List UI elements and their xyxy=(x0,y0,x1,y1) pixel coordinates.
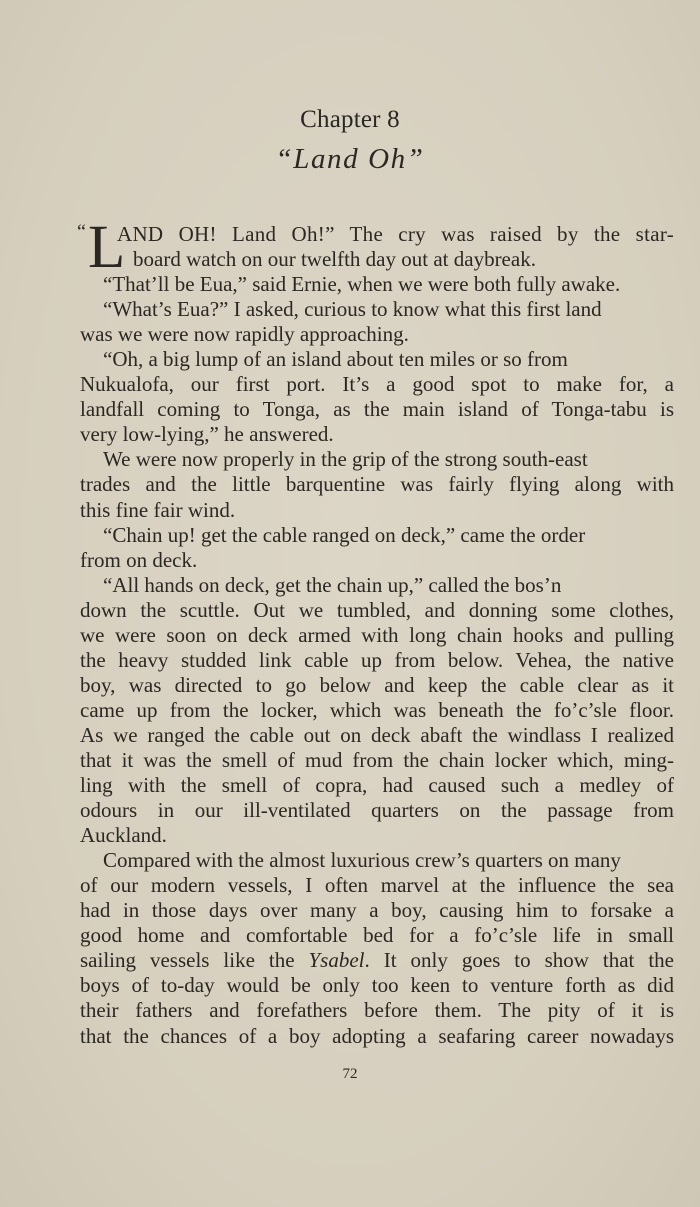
chapter-number: Chapter 8 xyxy=(300,106,400,133)
chapter-title: “Land Oh” xyxy=(275,143,425,175)
text-line: trades and the little barquentine was fairly flying along with xyxy=(80,472,674,497)
text-line: boy, was directed to go below and keep the cable clear as it xyxy=(80,672,674,697)
opening-line-text: AND OH! Land Oh!” The cry was raised by the star- xyxy=(117,222,674,246)
text-line: Nukualofa, our first port. It’s a good spot to make for, a xyxy=(80,372,674,397)
text-line: from on deck. xyxy=(80,547,198,572)
text-line: that the chances of a boy adopting a seafaring career nowadays xyxy=(80,1023,674,1048)
body-text xyxy=(77,214,674,1049)
text-line: We were now properly in the grip of the strong south-east xyxy=(103,447,588,472)
text-line: “What’s Eua?” I asked, curious to know what this first land xyxy=(103,297,602,322)
text-line: sailing vessels like the Ysabel. It only goes to show that the xyxy=(80,948,674,973)
text-line: this fine fair wind. xyxy=(80,497,236,522)
drop-cap: L xyxy=(88,214,126,281)
page-number: 72 xyxy=(342,1066,358,1082)
text-line: very low-lying,” he answered. xyxy=(80,422,334,447)
text-line: landfall coming to Tonga, as the main island of Tonga-tabu is xyxy=(80,397,674,422)
text-line: the heavy studded link cable up from below. Vehea, the native xyxy=(80,647,674,672)
ship-name: Ysabel xyxy=(308,948,365,973)
text-line: “That’ll be Eua,” said Ernie, when we were both fully awake. xyxy=(103,272,621,297)
text-line: had in those days over many a boy, causing him to forsake a xyxy=(80,898,674,923)
text-line: Compared with the almost luxurious crew’s quarters on many xyxy=(103,848,621,873)
opening-quote-mark: “ xyxy=(77,221,86,243)
text-line: their fathers and forefathers before them. The pity of it is xyxy=(80,998,674,1023)
text-lines xyxy=(80,247,674,1049)
text-line: As we ranged the cable out on deck abaft the windlass I realized xyxy=(80,722,674,747)
text-line: board watch on our twelfth day out at daybreak. xyxy=(133,247,536,272)
text-line: down the scuttle. Out we tumbled, and donning some clothes, xyxy=(80,597,674,622)
text-line: boys of to-day would be only too keen to venture forth as did xyxy=(80,973,674,998)
text-line: odours in our ill-ventilated quarters on the passage from xyxy=(80,798,674,823)
text-line: we were soon on deck armed with long chain hooks and pulling xyxy=(80,622,674,647)
text-line: that it was the smell of mud from the chain locker which, ming- xyxy=(80,747,674,772)
text-line: good home and comfortable bed for a fo’c’sle life in small xyxy=(80,923,674,948)
text-line: came up from the locker, which was beneath the fo’c’sle floor. xyxy=(80,697,674,722)
text-line: of our modern vessels, I often marvel at the influence the sea xyxy=(80,873,674,898)
text-line: “Oh, a big lump of an island about ten miles or so from xyxy=(103,347,568,372)
text-line: was we were now rapidly approaching. xyxy=(80,322,409,347)
text-line: Auckland. xyxy=(80,823,167,848)
text-line: ling with the smell of copra, had caused such a medley of xyxy=(80,773,674,798)
text-line: “Chain up! get the cable ranged on deck,” came the order xyxy=(103,522,586,547)
text-line: “All hands on deck, get the chain up,” called the bos’n xyxy=(103,572,562,597)
